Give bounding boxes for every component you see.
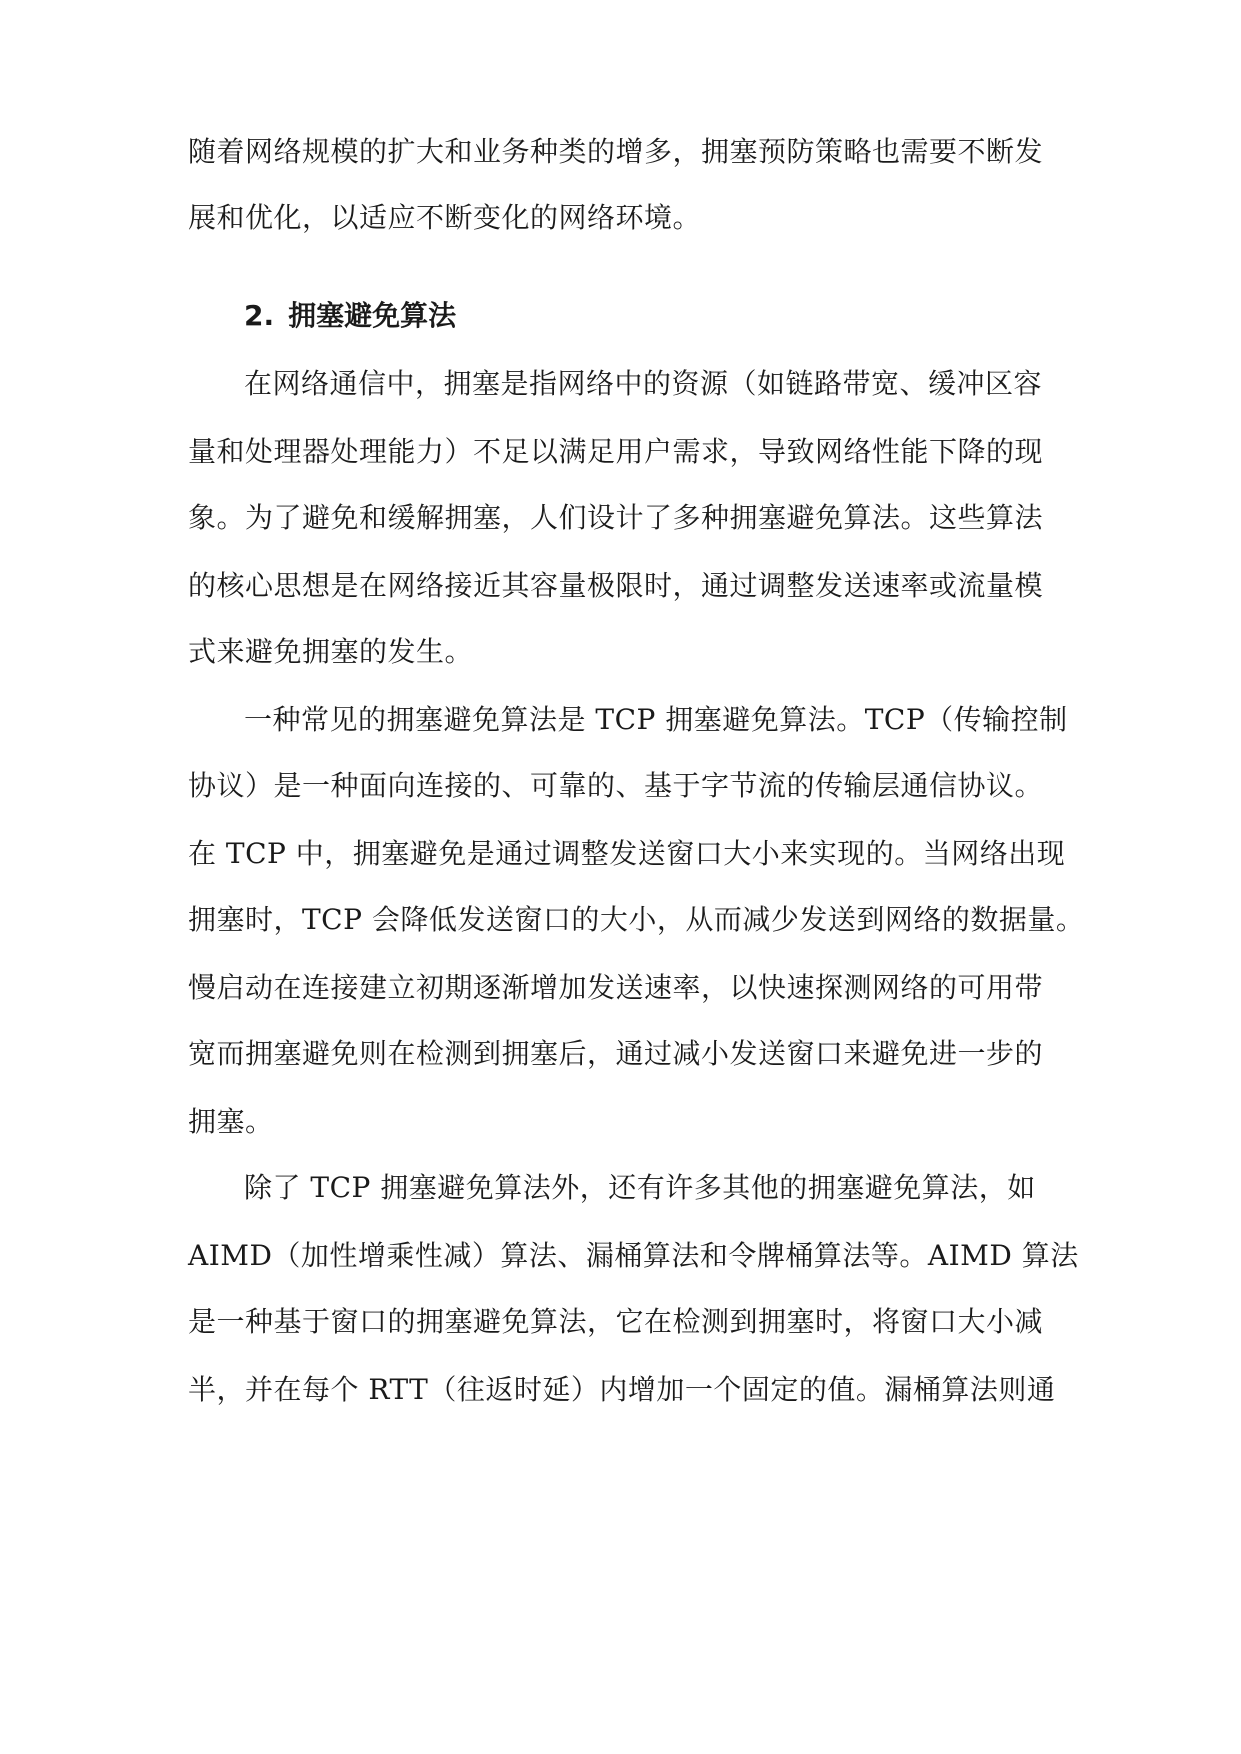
paragraph-line: 量和处理器处理能力）不足以满足用户需求，导致网络性能下降的现 bbox=[188, 435, 1044, 468]
paragraph-line: 宽而拥塞避免则在检测到拥塞后，通过减小发送窗口来避免进一步的 bbox=[188, 1037, 1044, 1070]
paragraph-line: AIMD（加性增乘性减）算法、漏桶算法和令牌桶算法等。AIMD 算法 bbox=[188, 1239, 1079, 1272]
paragraph-line: 拥塞时，TCP 会降低发送窗口的大小，从而减少发送到网络的数据量。 bbox=[188, 903, 1085, 936]
paragraph-line: 在网络通信中，拥塞是指网络中的资源（如链路带宽、缓冲区容 bbox=[244, 367, 1043, 400]
paragraph-line: 慢启动在连接建立初期逐渐增加发送速率，以快速探测网络的可用带 bbox=[188, 971, 1044, 1004]
section-number: 2. bbox=[244, 299, 275, 332]
paragraph-line: 展和优化，以适应不断变化的网络环境。 bbox=[188, 201, 702, 234]
paragraph-line: 的核心思想是在网络接近其容量极限时，通过调整发送速率或流量模 bbox=[188, 569, 1044, 602]
paragraph-line: 半，并在每个 RTT（往返时延）内增加一个固定的值。漏桶算法则通 bbox=[188, 1373, 1056, 1406]
paragraph-line: 随着网络规模的扩大和业务种类的增多，拥塞预防策略也需要不断发 bbox=[188, 135, 1044, 168]
paragraph-line: 拥塞。 bbox=[188, 1105, 274, 1138]
section-title: 拥塞避免算法 bbox=[288, 299, 457, 332]
paragraph-line: 在 TCP 中，拥塞避免是通过调整发送窗口大小来实现的。当网络出现 bbox=[188, 837, 1066, 870]
paragraph-line: 式来避免拥塞的发生。 bbox=[188, 635, 474, 668]
paragraph-line: 一种常见的拥塞避免算法是 TCP 拥塞避免算法。TCP（传输控制 bbox=[244, 703, 1068, 736]
paragraph-line: 象。为了避免和缓解拥塞，人们设计了多种拥塞避免算法。这些算法 bbox=[188, 501, 1044, 534]
paragraph-line: 协议）是一种面向连接的、可靠的、基于字节流的传输层通信协议。 bbox=[188, 769, 1044, 802]
paragraph-line: 是一种基于窗口的拥塞避免算法，它在检测到拥塞时，将窗口大小减 bbox=[188, 1305, 1044, 1338]
section-heading bbox=[244, 296, 456, 336]
paragraph-line: 除了 TCP 拥塞避免算法外，还有许多其他的拥塞避免算法，如 bbox=[244, 1171, 1036, 1204]
